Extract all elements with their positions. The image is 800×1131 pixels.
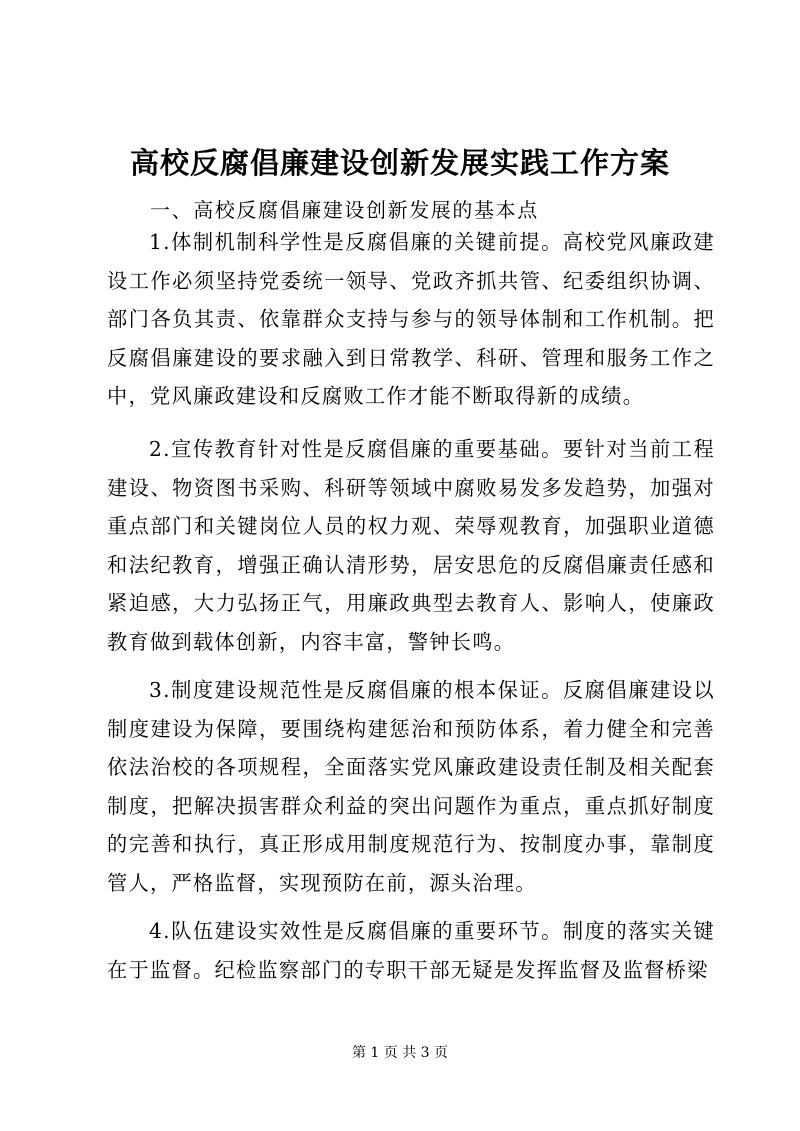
page-number-footer: 第 1 页 共 3 页 xyxy=(351,1045,449,1061)
paragraph-1: 1.体制机制科学性是反腐倡廉的关键前提。高校党风廉政建设工作必须坚持党委统一领导、党政齐抓共管、纪委组织协调、部门各负其责、依靠群众支持与参与的领导体制和工作机制。把反腐倡廉建设的要求融入到日常教学、科研、管理和服务工作之中，党风廉政建设和反腐败工作才能不断取得新的成绩。 xyxy=(107,230,715,408)
section-heading: 一、高校反腐倡廉建设创新发展的基本点 xyxy=(150,198,539,222)
paragraph-3: 3.制度建设规范性是反腐倡廉的根本保证。反腐倡廉建设以制度建设为保障，要围绕构建惩治和预防体系，着力健全和完善依法治校的各项规程，全面落实党风廉政建设责任制及相关配套制度，把解决损害群众利益的突出问题作为重点，重点抓好制度的完善和执行，真正形成用制度规范行为、按制度办事，靠制度管人，严格监督，实现预防在前，源头治理。 xyxy=(107,678,715,895)
paragraph-4: 4.队伍建设实效性是反腐倡廉的重要环节。制度的落实关键在于监督。纪检监察部门的专职干部无疑是发挥监督及监督桥梁 xyxy=(107,919,715,982)
paragraph-2: 2.宣传教育针对性是反腐倡廉的重要基础。要针对当前工程建设、物资图书采购、科研等领域中腐败易发多发趋势，加强对重点部门和关键岗位人员的权力观、荣辱观教育，加强职业道德和法纪教育，增强正确认清形势，居安思危的反腐倡廉责任感和紧迫感，大力弘扬正气，用廉政典型去教育人、影响人，使廉政教育做到载体创新，内容丰富，警钟长鸣。 xyxy=(107,437,715,654)
document-title: 高校反腐倡廉建设创新发展实践工作方案 xyxy=(129,146,670,180)
